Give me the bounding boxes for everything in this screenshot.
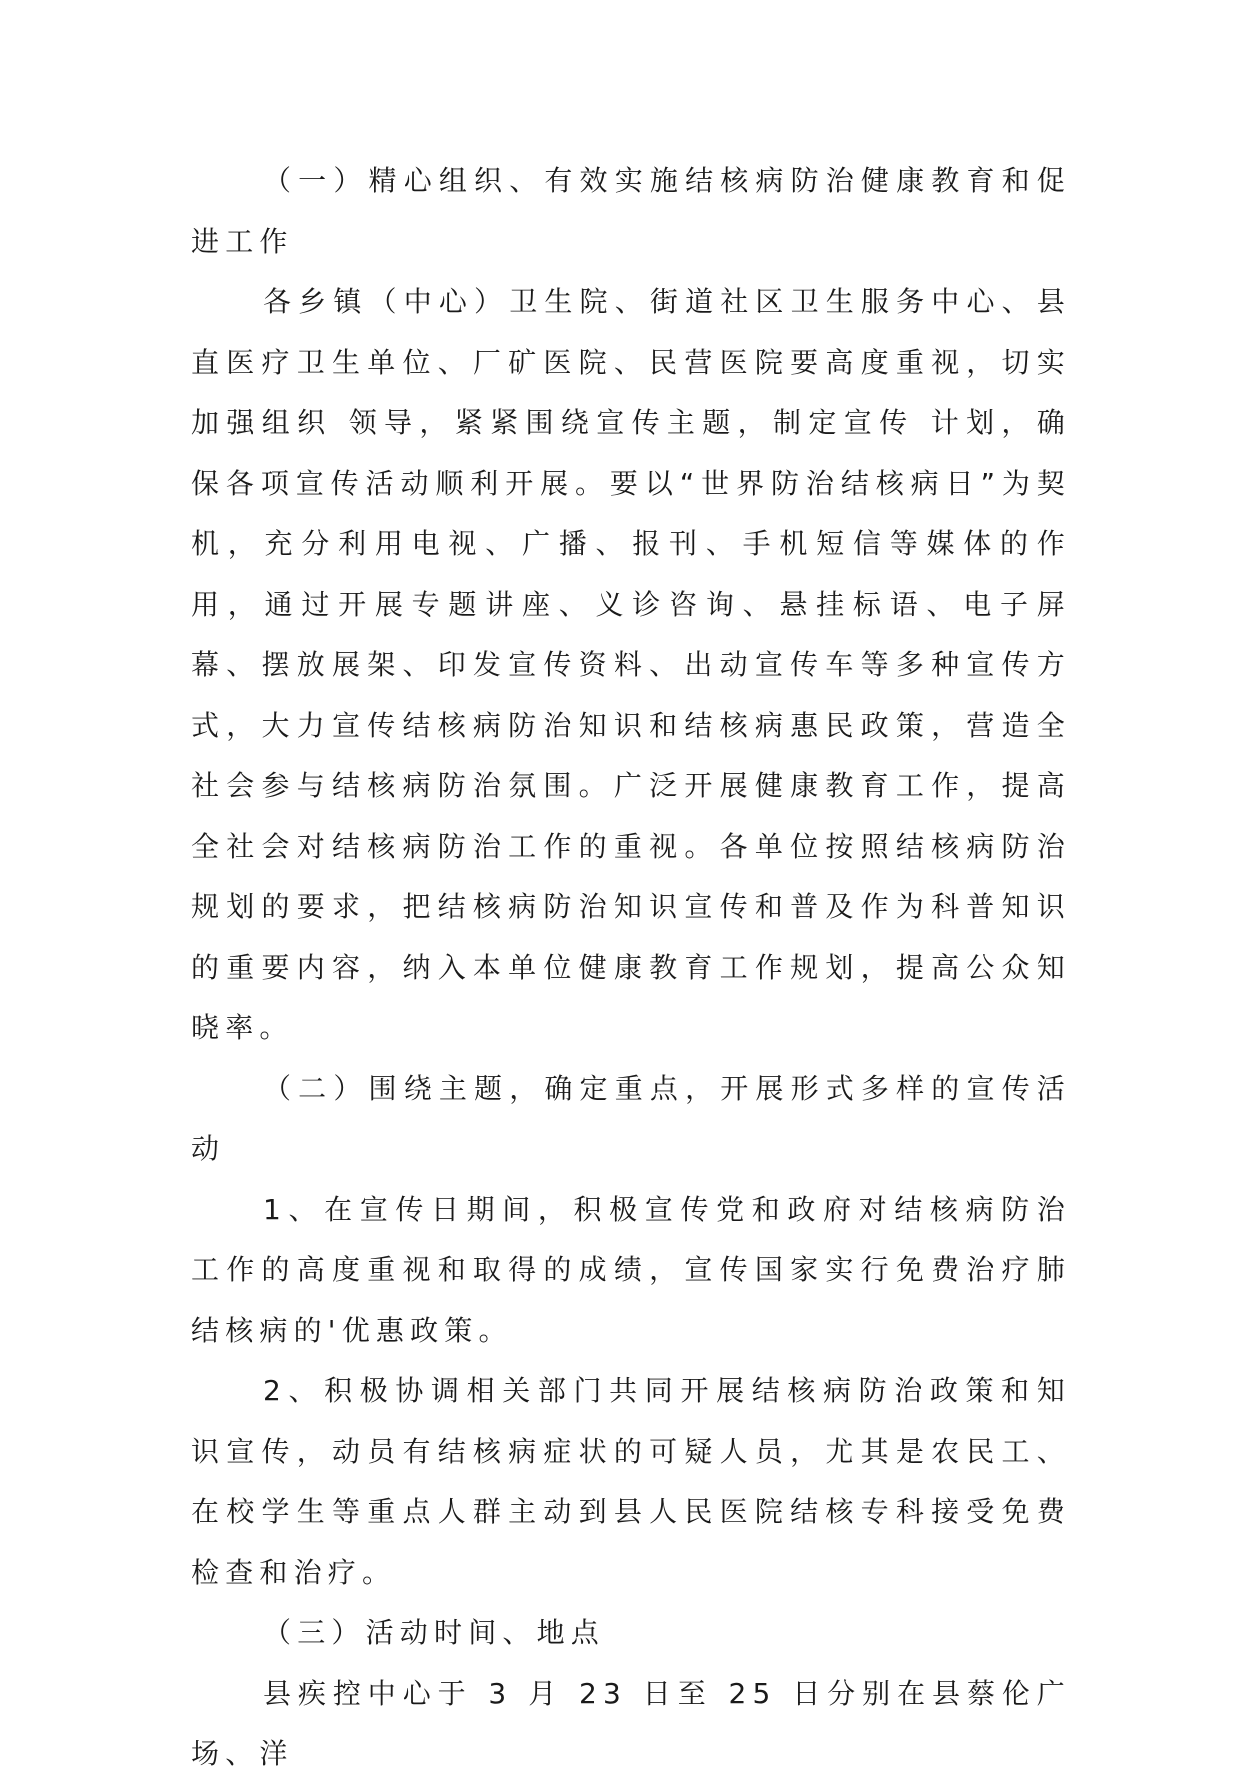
body-paragraph-last: 县疾控中心于 3 月 23 日至 25 日分别在县蔡伦广场、洋 xyxy=(191,1676,1071,1770)
section-heading-3: （三）活动时间、地点 xyxy=(263,1616,606,1649)
body-paragraph: 各乡镇（中心）卫生院、街道社区卫生服务中心、县直医疗卫生单位、厂矿医院、民营医院要高度重视，切实加强组织 领导，紧紧围绕宣传主题，制定宣传 计划，确保各项宣传活动顺利开展。要以“世界防治结核病日”为契机，充分利用电视、广播、报刊、手机短信等媒体的作用，通过开展专题讲座、义诊咨询、悬挂标语、电子屏幕、摆放展架、印发宣传资料、出动宣传车等多种宣传方式，大力宣传结核病防治知识和结核病惠民政策，营造全社会参与结核病防治氛围。广泛开展健康教育工作，提高全社会对结核病防治工作的重视。各单位按照结核病防治规划的要求，把结核病防治知识宣传和普及作为科普知识的重要内容，纳入本单位健康教育工作规划，提高公众知晓率。 xyxy=(191,285,1071,1044)
list-item-2: 2、积极协调相关部门共同开展结核病防治政策和知识宣传，动员有结核病症状的可疑人员，尤其是农民工、在校学生等重点人群主动到县人民医院结核专科接受免费检查和治疗。 xyxy=(191,1374,1071,1589)
document-body xyxy=(191,151,1071,1785)
section-heading-1: （一）精心组织、有效实施结核病防治健康教育和促进工作 xyxy=(191,164,1071,258)
list-item-1: 1、在宣传日期间，积极宣传党和政府对结核病防治工作的高度重视和取得的成绩，宣传国家实行免费治疗肺结核病的'优惠政策。 xyxy=(191,1192,1071,1347)
section-heading-2: （二）围绕主题，确定重点，开展形式多样的宣传活动 xyxy=(191,1071,1071,1165)
